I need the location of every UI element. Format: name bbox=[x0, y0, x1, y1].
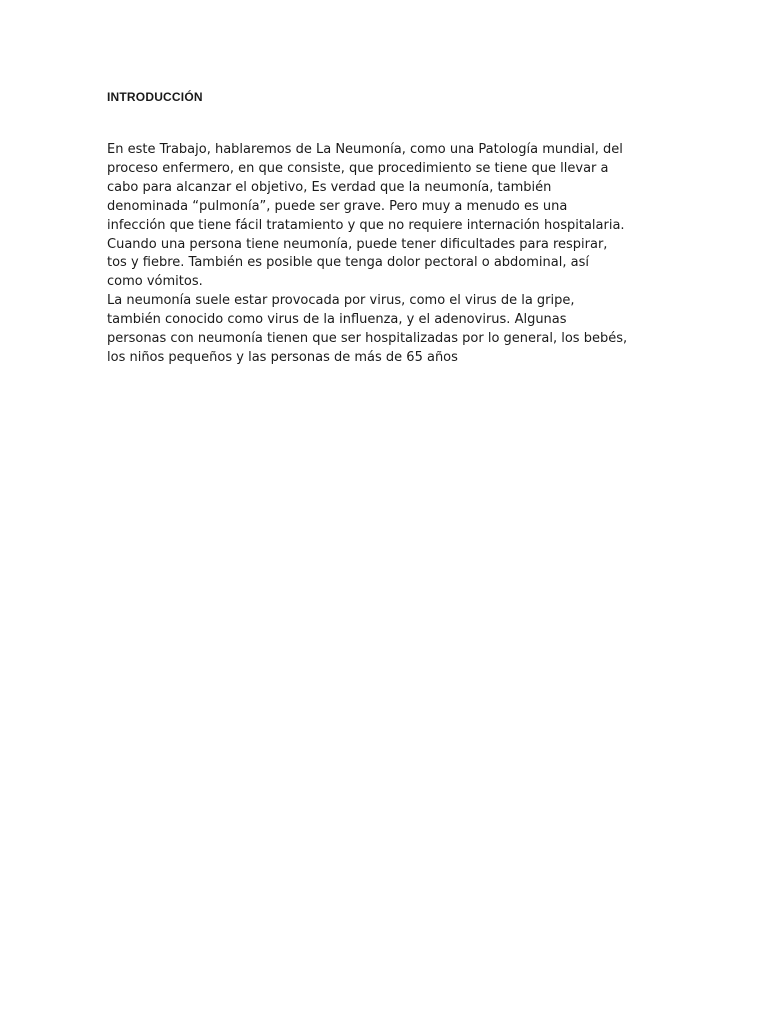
body-line: los niños pequeños y las personas de más de 65 años bbox=[107, 349, 458, 365]
body-line: como vómitos. bbox=[107, 274, 203, 290]
body-line: Cuando una persona tiene neumonía, puede tener dificultades para respirar, bbox=[107, 236, 608, 252]
body-line: denominada “pulmonía”, puede ser grave. Pero muy a menudo es una bbox=[107, 198, 568, 214]
body-line: infección que tiene fácil tratamiento y que no requiere internación hospitalaria. bbox=[107, 217, 625, 233]
body-line: tos y fiebre. También es posible que tenga dolor pectoral o abdominal, así bbox=[107, 255, 589, 271]
body-line: cabo para alcanzar el objetivo, Es verdad que la neumonía, también bbox=[107, 179, 552, 195]
body-line: La neumonía suele estar provocada por virus, como el virus de la gripe, bbox=[107, 293, 575, 309]
body-line: En este Trabajo, hablaremos de La Neumonía, como una Patología mundial, del bbox=[107, 142, 623, 157]
body-line: personas con neumonía tienen que ser hospitalizadas por lo general, los bebés, bbox=[107, 331, 628, 347]
body-line: también conocido como virus de la influenza, y el adenovirus. Algunas bbox=[107, 312, 567, 328]
body-line: proceso enfermero, en que consiste, que procedimiento se tiene que llevar a bbox=[107, 160, 609, 176]
document-heading: INTRODUCCIÓN bbox=[107, 90, 203, 104]
document-body bbox=[107, 141, 677, 368]
